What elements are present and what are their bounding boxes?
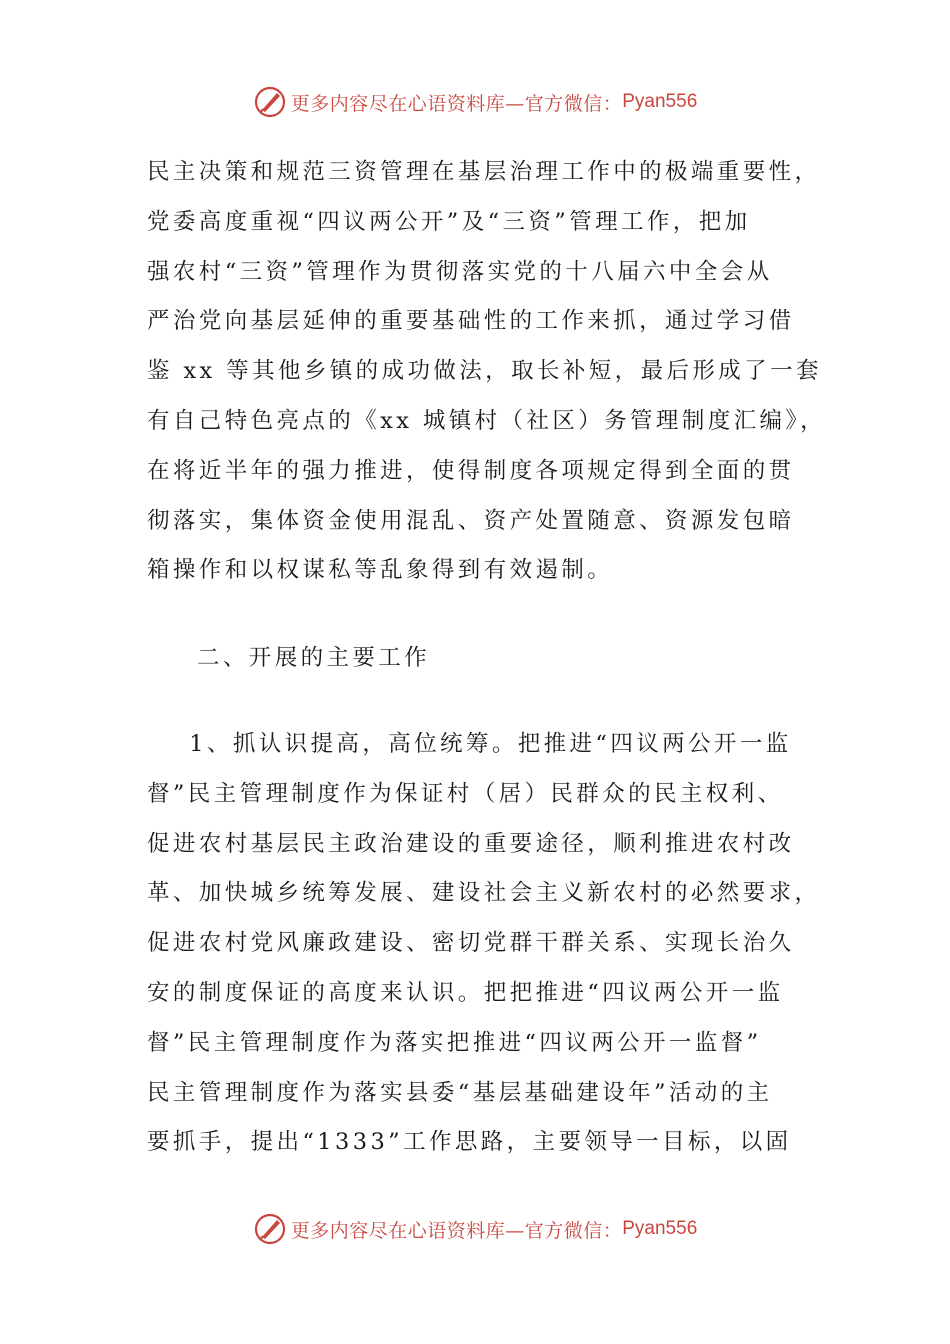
text-line: 督”民主管理制度作为保证村（居）民群众的民主权利、 (147, 780, 784, 807)
quill-logo-icon (253, 1212, 287, 1246)
text-line: 党委高度重视“四议两公开”及“三资”管理工作，把加 (147, 208, 751, 235)
document-body (147, 148, 826, 1168)
banner-text: 更多内容尽在心语资料库—官方微信： (290, 92, 623, 115)
banner-wechat-id: Pyan556 (622, 1218, 698, 1239)
paragraph-1 (147, 148, 826, 596)
text-line: 箱操作和以权谋私等乱象得到有效遏制。 (147, 557, 614, 584)
text-line: 促进农村基层民主政治建设的重要途径，顺利推进农村改 (147, 830, 795, 857)
text-line: 在将近半年的强力推进，使得制度各项规定得到全面的贯 (147, 457, 795, 484)
banner-text: 更多内容尽在心语资料库—官方微信： (290, 1219, 623, 1242)
paragraph-2 (147, 720, 821, 1168)
text-line: 民主决策和规范三资管理在基层治理工作中的极端重要性， (147, 159, 821, 185)
text-line: 严治党向基层延伸的重要基础性的工作来抓，通过学习借 (147, 308, 795, 335)
section-heading: 二、开展的主要工作 (197, 645, 431, 672)
text-line: 督”民主管理制度作为落实把推进“四议两公开一监督” (147, 1029, 762, 1056)
banner-wechat-id: Pyan556 (622, 91, 698, 112)
header-banner (0, 82, 950, 122)
footer-banner (0, 1209, 950, 1249)
text-line: 1、抓认识提高，高位统筹。把推进“四议两公开一监 (147, 730, 792, 757)
quill-logo-icon (253, 85, 287, 119)
text-line: 民主管理制度作为落实县委“基层基础建设年”活动的主 (147, 1079, 773, 1106)
text-line: 鉴 xx 等其他乡镇的成功做法，取长补短，最后形成了一套 (147, 358, 822, 385)
text-line: 强农村“三资”管理作为贯彻落实党的十八届六中全会从 (147, 258, 773, 285)
text-line: 促进农村党风廉政建设、密切党群干群关系、实现长治久 (147, 930, 795, 957)
text-line: 安的制度保证的高度来认识。把把推进“四议两公开一监 (147, 979, 784, 1006)
text-line: 有自己特色亮点的《xx 城镇村（社区）务管理制度汇编》， (147, 407, 826, 434)
text-line: 彻落实，集体资金使用混乱、资产处置随意、资源发包暗 (147, 507, 795, 534)
text-line: 要抓手，提出“1333”工作思路，主要领导一目标，以固 (147, 1129, 792, 1156)
text-line: 革、加快城乡统筹发展、建设社会主义新农村的必然要求， (147, 880, 821, 907)
